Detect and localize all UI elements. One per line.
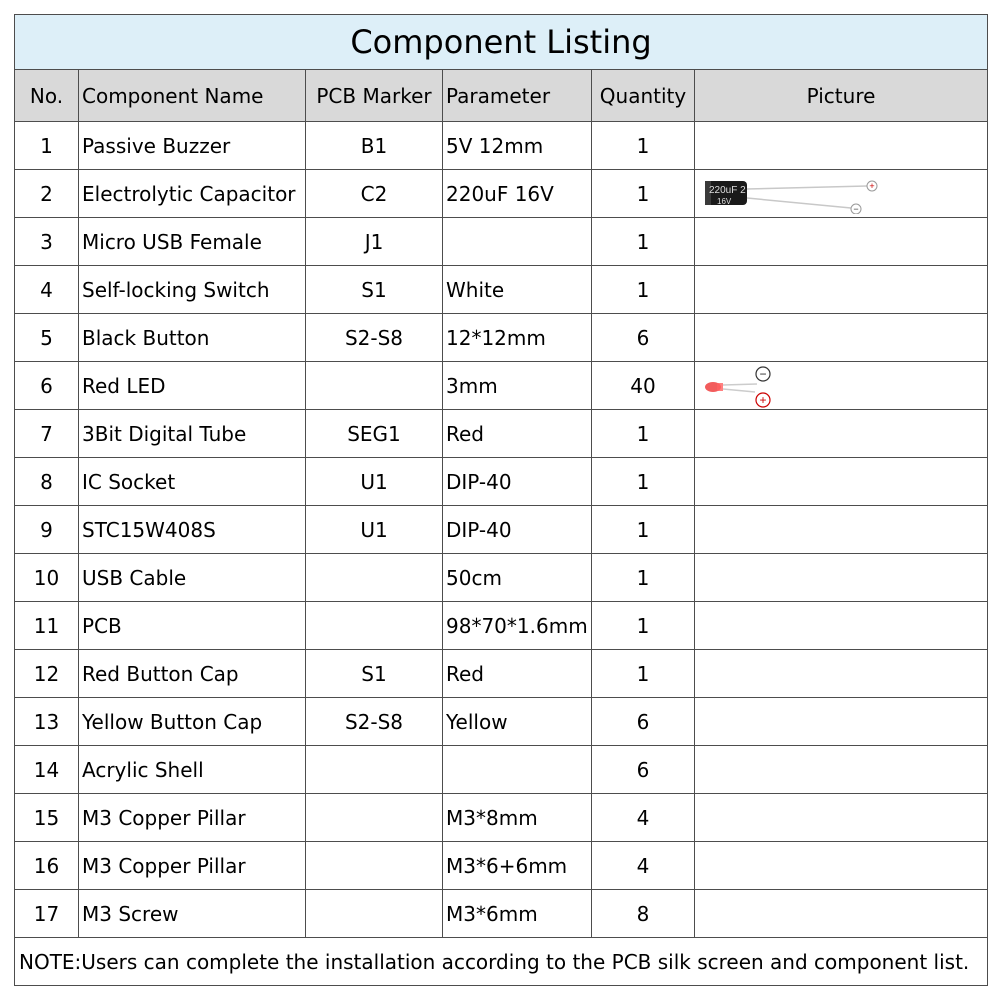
picture-cell — [695, 794, 988, 842]
picture-cell — [695, 650, 988, 698]
row-number: 12 — [15, 650, 79, 698]
quantity: 1 — [592, 458, 695, 506]
pcb-marker — [306, 842, 443, 890]
component-name: Electrolytic Capacitor — [79, 170, 306, 218]
pcb-marker: J1 — [306, 218, 443, 266]
picture-cell — [695, 266, 988, 314]
parameter: 220uF 16V — [443, 170, 592, 218]
pcb-marker — [306, 602, 443, 650]
table-row — [15, 122, 988, 170]
row-number: 1 — [15, 122, 79, 170]
quantity: 4 — [592, 794, 695, 842]
component-name: Red LED — [79, 362, 306, 410]
capacitor-voltage: 16V — [717, 196, 732, 206]
row-number: 15 — [15, 794, 79, 842]
parameter — [443, 218, 592, 266]
table-title: Component Listing — [15, 15, 988, 70]
quantity: 1 — [592, 410, 695, 458]
table-row — [15, 602, 988, 650]
component-name: M3 Screw — [79, 890, 306, 938]
column-header-picture: Picture — [695, 70, 988, 122]
quantity: 4 — [592, 842, 695, 890]
table-row — [15, 698, 988, 746]
led-plus: + — [759, 392, 767, 407]
pcb-marker: B1 — [306, 122, 443, 170]
quantity: 1 — [592, 266, 695, 314]
pcb-marker — [306, 554, 443, 602]
picture-cell — [695, 218, 988, 266]
component-name: Acrylic Shell — [79, 746, 306, 794]
pcb-marker: C2 — [306, 170, 443, 218]
row-number: 17 — [15, 890, 79, 938]
pcb-marker: S1 — [306, 266, 443, 314]
pcb-marker — [306, 794, 443, 842]
table-row — [15, 170, 988, 218]
row-number: 9 — [15, 506, 79, 554]
title-row — [15, 15, 988, 70]
table-row — [15, 218, 988, 266]
quantity: 8 — [592, 890, 695, 938]
pcb-marker: S2-S8 — [306, 314, 443, 362]
quantity: 1 — [592, 170, 695, 218]
parameter: Yellow — [443, 698, 592, 746]
picture-cell — [695, 170, 988, 218]
table-row — [15, 362, 988, 410]
picture-cell — [695, 698, 988, 746]
component-name: Micro USB Female — [79, 218, 306, 266]
row-number: 7 — [15, 410, 79, 458]
row-number: 4 — [15, 266, 79, 314]
parameter: Red — [443, 410, 592, 458]
parameter: M3*6mm — [443, 890, 592, 938]
pcb-marker — [306, 362, 443, 410]
quantity: 1 — [592, 122, 695, 170]
note-text: NOTE:Users can complete the installation according to the PCB silk screen and component list. — [15, 938, 988, 986]
component-name: 3Bit Digital Tube — [79, 410, 306, 458]
parameter: Red — [443, 650, 592, 698]
row-number: 10 — [15, 554, 79, 602]
table-row — [15, 794, 988, 842]
parameter: 5V 12mm — [443, 122, 592, 170]
pcb-marker: S1 — [306, 650, 443, 698]
table-row — [15, 266, 988, 314]
pcb-marker: S2-S8 — [306, 698, 443, 746]
parameter: 12*12mm — [443, 314, 592, 362]
parameter: 98*70*1.6mm — [443, 602, 592, 650]
component-name: PCB — [79, 602, 306, 650]
row-number: 2 — [15, 170, 79, 218]
quantity: 6 — [592, 698, 695, 746]
quantity: 1 — [592, 554, 695, 602]
parameter: DIP-40 — [443, 506, 592, 554]
table-row — [15, 410, 988, 458]
parameter — [443, 746, 592, 794]
table-row — [15, 554, 988, 602]
pcb-marker — [306, 890, 443, 938]
table-row — [15, 458, 988, 506]
table-row — [15, 842, 988, 890]
column-header-quantity: Quantity — [592, 70, 695, 122]
row-number: 5 — [15, 314, 79, 362]
component-table — [14, 14, 988, 986]
pcb-marker — [306, 746, 443, 794]
column-header-name: Component Name — [79, 70, 306, 122]
quantity: 1 — [592, 650, 695, 698]
quantity: 6 — [592, 314, 695, 362]
capacitor-plus: + — [869, 180, 875, 191]
picture-cell — [695, 362, 988, 410]
table-row — [15, 746, 988, 794]
component-name: Yellow Button Cap — [79, 698, 306, 746]
table-row — [15, 890, 988, 938]
picture-cell — [695, 602, 988, 650]
column-header-no: No. — [15, 70, 79, 122]
parameter: M3*8mm — [443, 794, 592, 842]
parameter: 3mm — [443, 362, 592, 410]
pcb-marker: SEG1 — [306, 410, 443, 458]
pcb-marker: U1 — [306, 506, 443, 554]
row-number: 16 — [15, 842, 79, 890]
table-row — [15, 650, 988, 698]
led-image — [699, 364, 789, 408]
parameter: 50cm — [443, 554, 592, 602]
column-header-pcb-marker: PCB Marker — [306, 70, 443, 122]
row-number: 14 — [15, 746, 79, 794]
table-row — [15, 314, 988, 362]
column-header-parameter: Parameter — [443, 70, 592, 122]
parameter: M3*6+6mm — [443, 842, 592, 890]
picture-cell — [695, 890, 988, 938]
component-name: M3 Copper Pillar — [79, 842, 306, 890]
quantity: 6 — [592, 746, 695, 794]
row-number: 8 — [15, 458, 79, 506]
row-number: 3 — [15, 218, 79, 266]
capacitor-minus: − — [853, 203, 859, 214]
quantity: 40 — [592, 362, 695, 410]
component-name: IC Socket — [79, 458, 306, 506]
picture-cell — [695, 122, 988, 170]
component-name: Black Button — [79, 314, 306, 362]
component-name: STC15W408S — [79, 506, 306, 554]
row-number: 11 — [15, 602, 79, 650]
pcb-marker: U1 — [306, 458, 443, 506]
component-name: Self-locking Switch — [79, 266, 306, 314]
header-row — [15, 70, 988, 122]
picture-cell — [695, 554, 988, 602]
picture-cell — [695, 506, 988, 554]
picture-cell — [695, 458, 988, 506]
component-name: M3 Copper Pillar — [79, 794, 306, 842]
picture-cell — [695, 314, 988, 362]
component-name: Red Button Cap — [79, 650, 306, 698]
component-name: Passive Buzzer — [79, 122, 306, 170]
note-row — [15, 938, 988, 986]
picture-cell — [695, 746, 988, 794]
capacitor-image — [699, 174, 889, 214]
capacitor-label: 220uF 2 — [709, 184, 746, 196]
led-minus: − — [759, 366, 767, 381]
row-number: 13 — [15, 698, 79, 746]
component-listing-sheet — [14, 14, 987, 986]
picture-cell — [695, 410, 988, 458]
picture-cell — [695, 842, 988, 890]
quantity: 1 — [592, 218, 695, 266]
parameter: DIP-40 — [443, 458, 592, 506]
table-row — [15, 506, 988, 554]
component-name: USB Cable — [79, 554, 306, 602]
row-number: 6 — [15, 362, 79, 410]
quantity: 1 — [592, 602, 695, 650]
quantity: 1 — [592, 506, 695, 554]
parameter: White — [443, 266, 592, 314]
